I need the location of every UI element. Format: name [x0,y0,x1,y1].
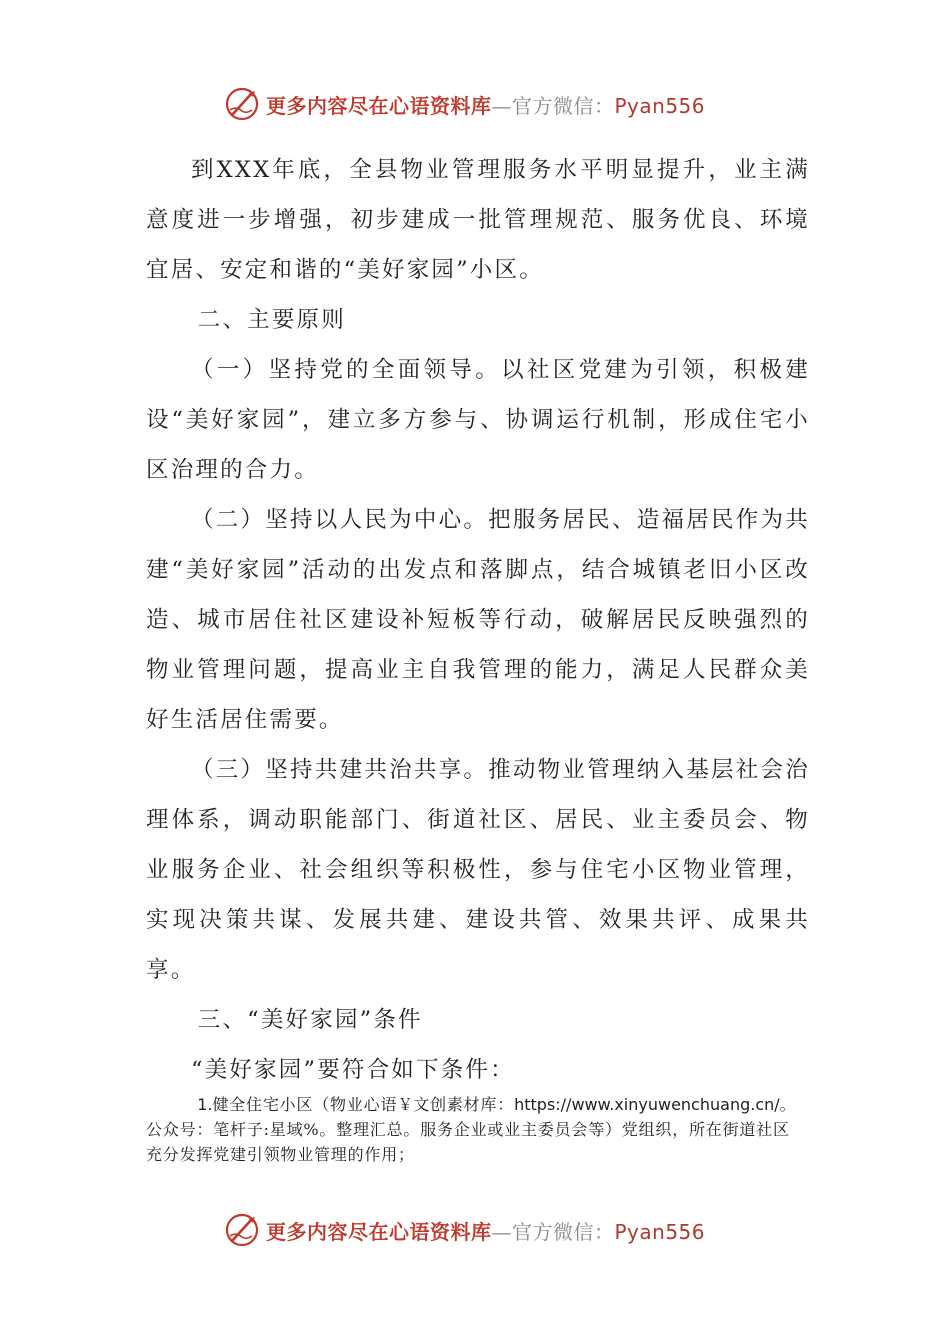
item-text-part: 健全住宅小区（物业心语 [212,1095,398,1114]
pen-logo-icon [222,1210,262,1250]
footer-watermark-banner [222,1206,742,1254]
condition-item-1 [146,1092,806,1167]
paragraph-conditions-intro: “美好家园”要符合如下条件： [191,1057,515,1083]
banner-wechat-label: —官方微信： [491,1219,615,1244]
paragraph-principle-2: （二）坚持以人民为中心。把服务居民、造福居民作为共建“美好家园”活动的出发点和落脚点，结合城镇老旧小区改造、城市居住社区建设补短板等行动，破解居民反映强烈的物业管理问题，提高业主自我管理的能力，满足人民群众美好生活居住需要。 [146,507,810,733]
item-number: 1. [197,1095,213,1114]
pen-logo-icon [222,84,262,124]
item-url-link[interactable]: https://www.xinyuwenchuang.cn/ [514,1095,780,1114]
item-text-part: 。公众号：笔杆子:星域%。整理汇总。服务企业或业主委员会等）党组织，所在街道社区充分发挥党建引领物业管理的作用； [146,1095,797,1164]
banner-wechat-id: Pyan556 [614,1219,706,1244]
header-watermark-banner [222,80,742,128]
item-symbol: ￥ [397,1095,414,1114]
paragraph-goal: 到XXX年底，全县物业管理服务水平明显提升，业主满意度进一步增强，初步建成一批管理规范、服务优良、环境宜居、安定和谐的“美好家园”小区。 [146,157,810,283]
document-body [146,145,810,1095]
heading-conditions: 三、“美好家园”条件 [197,1007,423,1033]
heading-principles: 二、主要原则 [197,307,346,333]
banner-wechat-label: —官方微信： [491,93,615,118]
banner-wechat-id: Pyan556 [614,93,706,118]
banner-text [266,1216,705,1245]
paragraph-principle-3: （三）坚持共建共治共享。推动物业管理纳入基层社会治理体系，调动职能部门、街道社区、居民、业主委员会、物业服务企业、社会组织等积极性，参与住宅小区物业管理，实现决策共谋、发展共建、建设共管、效果共评、成果共享。 [146,757,810,983]
banner-title: 更多内容尽在心语资料库 [266,1219,492,1244]
paragraph-principle-1: （一）坚持党的全面领导。以社区党建为引领，积极建设“美好家园”，建立多方参与、协调运行机制，形成住宅小区治理的合力。 [146,357,810,483]
banner-title: 更多内容尽在心语资料库 [266,93,492,118]
item-text-part: 文创素材库： [413,1095,515,1114]
banner-text [266,90,705,119]
